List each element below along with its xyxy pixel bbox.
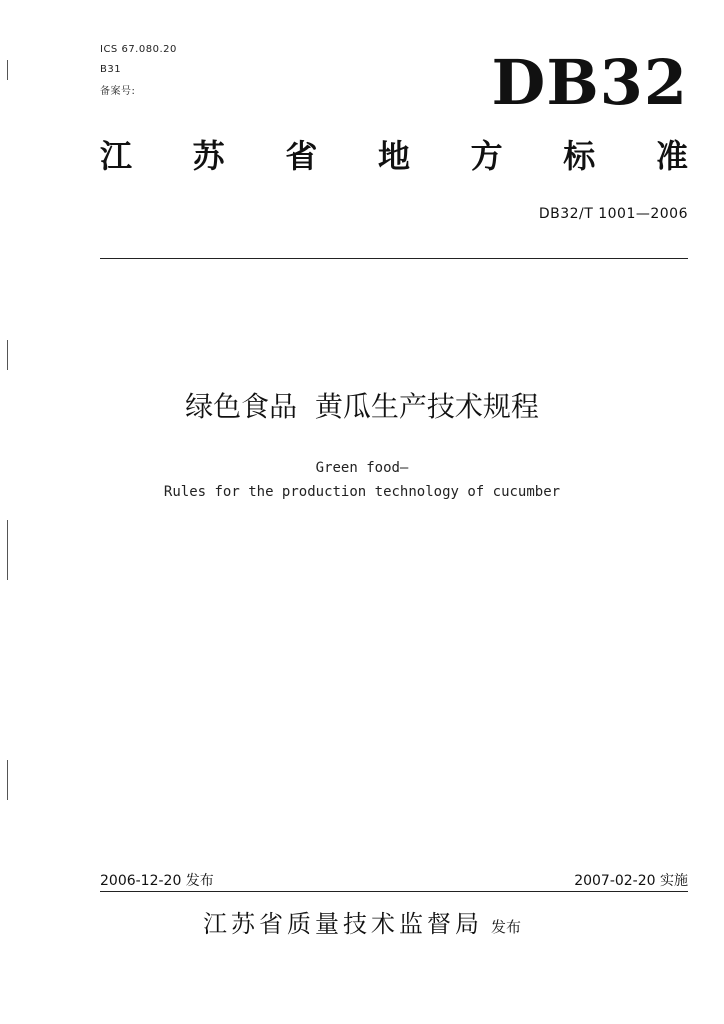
- issuer-suffix: 发布: [490, 918, 521, 936]
- standard-type-char: 江: [100, 137, 133, 175]
- scan-mark: [7, 340, 8, 370]
- scan-mark: [7, 520, 8, 580]
- standard-type-char: 准: [655, 137, 688, 175]
- standard-type-char: 方: [470, 137, 503, 175]
- english-title-line2: Rules for the production technology of cucumber: [163, 484, 561, 500]
- english-title-line1: Green food—: [315, 460, 409, 476]
- standard-code: DB32/T 1001—2006: [538, 206, 688, 222]
- effective-date: 2007-02-20 实施: [574, 873, 688, 889]
- scan-mark: [7, 60, 8, 80]
- bottom-divider: [100, 891, 688, 892]
- issue-date: 2006-12-20 发布: [100, 873, 214, 889]
- registration-label: 备案号:: [100, 86, 136, 97]
- scan-mark: [7, 760, 8, 800]
- ics-code: ICS 67.080.20: [100, 44, 177, 55]
- standard-type-title: [100, 137, 688, 175]
- standard-type-char: 省: [285, 137, 318, 175]
- standard-type-char: 地: [377, 137, 410, 175]
- issuer-line: [0, 912, 724, 936]
- standard-type-char: 苏: [192, 137, 225, 175]
- issuer-name: 江苏省质量技术监督局: [202, 910, 483, 938]
- db32-logo: DB32: [491, 46, 688, 119]
- standard-type-char: 标: [563, 137, 596, 175]
- chinese-title: 绿色食品 黄瓜生产技术规程: [185, 390, 539, 423]
- ccs-code: B31: [100, 64, 122, 75]
- top-divider: [100, 258, 688, 259]
